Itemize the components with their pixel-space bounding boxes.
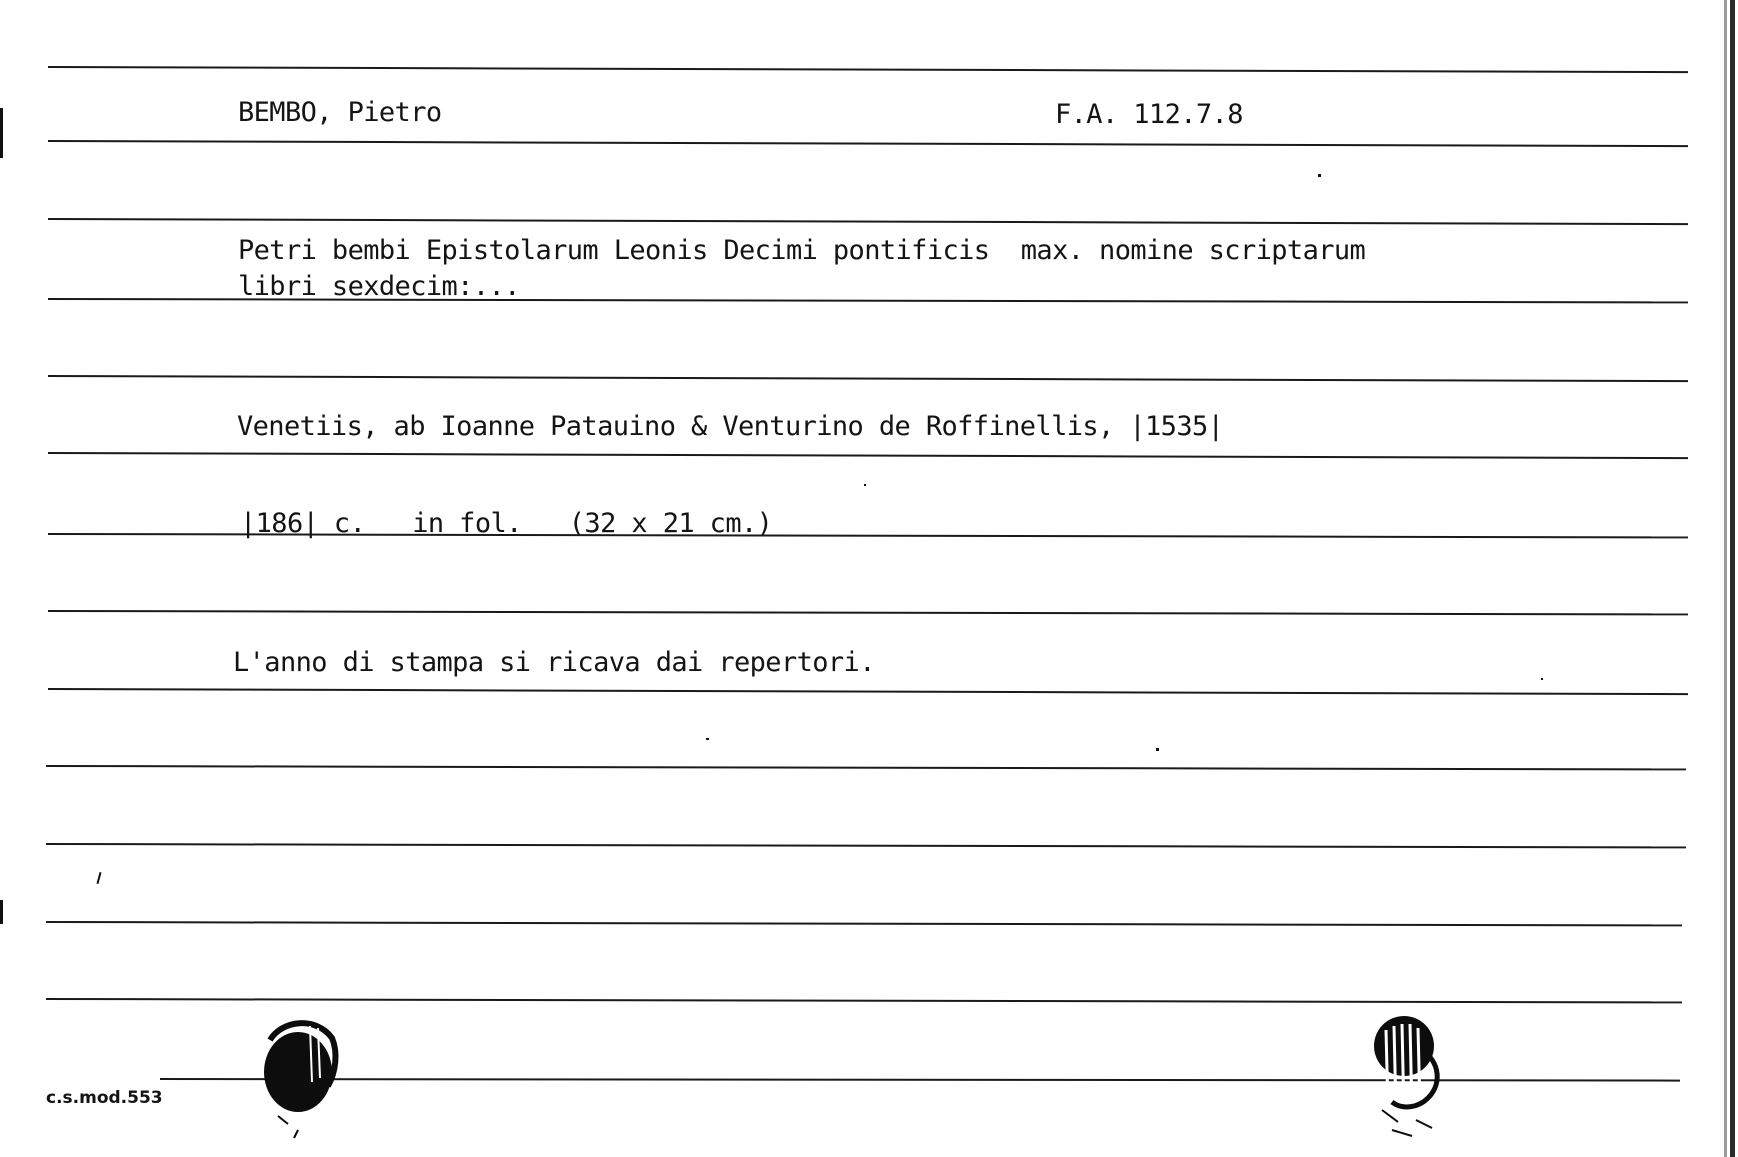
scan-mark-left: [0, 900, 3, 924]
ruled-line: [48, 452, 1688, 459]
author-heading: BEMBO, Pietro: [238, 97, 442, 128]
ruled-line: [46, 843, 1686, 848]
collation: |186| c. in fol. (32 x 21 cm.): [240, 508, 773, 539]
scan-edge-right-shadow: [1724, 0, 1727, 1157]
note: L'anno di stampa si ricava dai repertori.: [233, 647, 875, 678]
ruled-line: [48, 688, 1688, 695]
form-code: c.s.mod.553: [46, 1088, 163, 1108]
scan-edge-right: [1730, 0, 1735, 1157]
ruled-line: [48, 218, 1688, 225]
ruled-line: [46, 921, 1682, 926]
scan-speck: [96, 872, 101, 884]
imprint: Venetiis, ab Ioanne Patauino & Venturino de Roffinellis, |1535|: [237, 411, 1224, 442]
ruled-line: [48, 610, 1688, 615]
scan-speck: [706, 738, 709, 740]
ruled-line: [48, 140, 1688, 147]
scan-mark-left: [0, 108, 3, 158]
punch-hole-left-icon: [258, 1012, 344, 1140]
scan-speck: [1541, 678, 1543, 680]
title-line-1: Petri bembi Epistolarum Leonis Decimi pontificis max. nomine scriptarum: [238, 235, 1366, 266]
ruled-line: [46, 765, 1686, 770]
punch-hole-right-icon: [1362, 1010, 1458, 1144]
scan-speck: [864, 484, 866, 486]
shelfmark: F.A. 112.7.8: [1055, 99, 1243, 130]
scan-speck: [1318, 174, 1321, 177]
title-line-2: libri sexdecim:...: [238, 271, 520, 302]
ruled-line: [48, 375, 1688, 382]
ruled-line: [48, 66, 1688, 73]
scan-speck: [1156, 748, 1159, 751]
ruled-line: [46, 998, 1682, 1003]
